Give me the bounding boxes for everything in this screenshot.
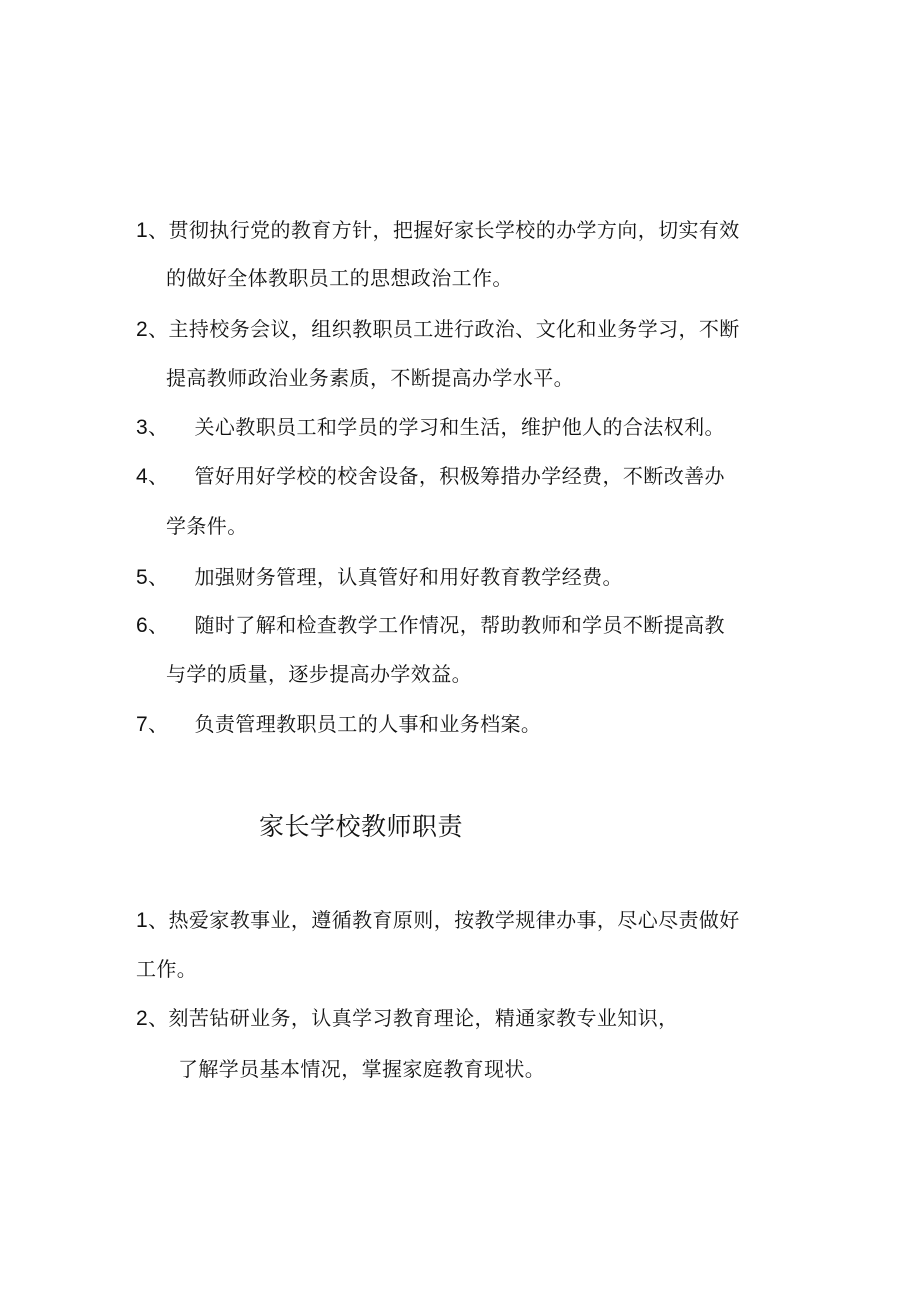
duty-1-separator: 、 [148,908,169,932]
item-7-text-1: 负责管理教职员工的人事和业务档案。 [194,712,542,736]
item-7-number: 7 [136,713,149,736]
duty-1-text-2: 工作。 [136,957,198,981]
item-1-number: 1 [136,219,149,242]
item-2-number: 2 [136,318,149,341]
duty-1-text-1: 热爱家教事业，遵循教育原则，按教学规律办事，尽心尽责做好 [168,908,740,932]
section-title: 家长学校教师职责 [259,812,464,841]
item-4-separator: 、 [148,464,169,488]
duty-2-text-1: 刻苦钻研业务，认真学习教育理论，精通家教专业知识， [168,1006,679,1030]
item-4-text-1: 管好用好学校的校舍设备，积极筹措办学经费，不断改善办 [194,464,725,488]
item-6-separator: 、 [148,613,169,637]
item-7-separator: 、 [148,712,169,736]
item-6-number: 6 [136,614,149,637]
item-6-line-1 [136,613,725,638]
item-1-text-2: 的做好全体教职员工的思想政治工作。 [166,266,513,290]
item-3-separator: 、 [148,415,169,439]
item-1-separator: 、 [148,218,169,242]
item-1-line-1 [136,218,740,243]
item-6-text-2: 与学的质量，逐步提高办学效益。 [166,662,472,686]
item-2-text-1: 主持校务会议，组织教职员工进行政治、文化和业务学习，不断 [168,317,740,341]
item-1-text-1: 贯彻执行党的教育方针，把握好家长学校的办学方向，切实有效 [168,218,740,242]
item-5-text-1: 加强财务管理，认真管好和用好教育教学经费。 [194,565,623,589]
item-2-separator: 、 [148,317,169,341]
item-7-line-1 [136,712,541,737]
duty-2-text-2: 了解学员基本情况，掌握家庭教育现状。 [178,1057,546,1081]
duty-2-line-1 [136,1006,679,1031]
item-4-line-1 [136,464,725,489]
duty-2-number: 2 [136,1007,149,1030]
item-5-separator: 、 [148,565,169,589]
item-3-text-1: 关心教职员工和学员的学习和生活，维护他人的合法权利。 [194,415,725,439]
item-5-number: 5 [136,566,149,589]
item-2-line-1 [136,317,740,342]
duty-1-number: 1 [136,909,149,932]
duty-2-separator: 、 [148,1006,169,1030]
item-6-text-1: 随时了解和检查教学工作情况，帮助教师和学员不断提高教 [194,613,725,637]
item-4-text-2: 学条件。 [166,514,248,538]
item-4-number: 4 [136,465,149,488]
duty-1-line-1 [136,908,740,933]
item-3-number: 3 [136,416,149,439]
item-2-text-2: 提高教师政治业务素质，不断提高办学水平。 [166,366,574,390]
item-5-line-1 [136,565,623,590]
item-3-line-1 [136,415,725,440]
